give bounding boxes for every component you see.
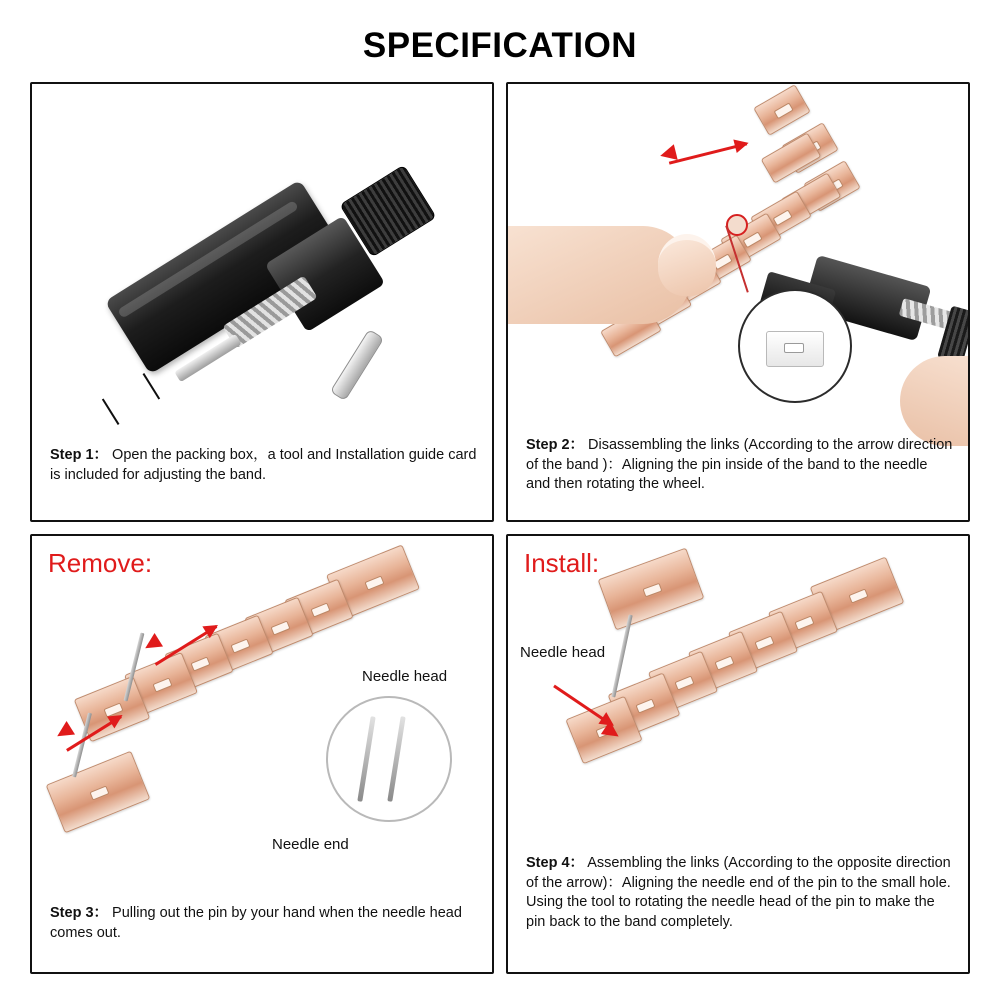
link-slot-icon (674, 675, 694, 690)
fingertip-icon (658, 234, 716, 296)
tool-notch-icon (102, 373, 160, 425)
panel-step-4 (506, 534, 970, 974)
band-link-detached (46, 751, 151, 834)
red-arrow-head-icon (141, 633, 163, 655)
link-slot-icon (848, 588, 868, 603)
magnifier-circle-icon (738, 289, 852, 403)
step-4-text: Assembling the links (According to the opposite direction of the arrow)：Aligning the needle end of the pin to the small hole. Using the tool to rotating the needle head of the pin to make the pin back to the band completely. (526, 855, 951, 930)
step-3-caption (50, 904, 478, 943)
remove-heading: Remove: (48, 548, 153, 578)
step-1-illustration (32, 84, 492, 434)
page-title: SPECIFICATION (362, 26, 638, 65)
step-2-caption (526, 436, 954, 495)
needle-head-label: Needle head (520, 644, 606, 661)
link-slot-icon (642, 583, 662, 598)
hand-finger-icon (900, 356, 970, 446)
link-slot-icon (190, 656, 210, 671)
needle-detail-circle-icon (326, 696, 452, 822)
step-2-label: Step 2： (526, 437, 585, 453)
link-slot-icon (270, 620, 290, 635)
step-1-caption (50, 446, 478, 485)
step-4-illustration (508, 536, 968, 866)
step-2-text: Disassembling the links (According to the arrow direction of the band )：Aligning the pin inside of the band to the needle and then rotating the wheel. (526, 437, 953, 493)
red-arrow-left-icon (669, 142, 747, 164)
panel-grid (30, 82, 970, 972)
link-slot-icon (773, 209, 793, 226)
link-slot-icon (635, 698, 655, 713)
step-1-text: Open the packing box，a tool and Installation guide card is included for adjusting the band. (50, 447, 477, 483)
step-1-label: Step 1： (50, 447, 109, 463)
step-3-illustration (32, 536, 492, 886)
link-slot-icon (89, 785, 109, 800)
step-2-illustration (508, 84, 968, 434)
step-4-label: Step 4： (526, 855, 585, 871)
link-slot-icon (364, 575, 384, 590)
band-link (753, 84, 811, 136)
step-3-text: Pulling out the pin by your hand when the needle head comes out. (50, 905, 462, 941)
band-link-detached (598, 548, 705, 631)
link-slot-icon (794, 615, 814, 630)
red-arrow-head-icon (53, 721, 75, 743)
link-slot-icon (310, 602, 330, 617)
step-4-caption (526, 854, 954, 932)
link-slot-icon (714, 655, 734, 670)
needle-end-label: Needle end (272, 836, 349, 853)
link-slot-icon (743, 231, 763, 248)
panel-step-3 (30, 534, 494, 974)
panel-step-2 (506, 82, 970, 522)
link-slot-icon (152, 677, 172, 692)
link-slot-icon (754, 635, 774, 650)
pin-icon (330, 329, 384, 401)
panel-step-1 (30, 82, 494, 522)
link-slot-icon (774, 102, 794, 119)
install-heading: Install: (524, 548, 600, 578)
step-3-label: Step 3： (50, 905, 109, 921)
link-slot-icon (230, 638, 250, 653)
needle-head-label: Needle head (362, 668, 448, 685)
